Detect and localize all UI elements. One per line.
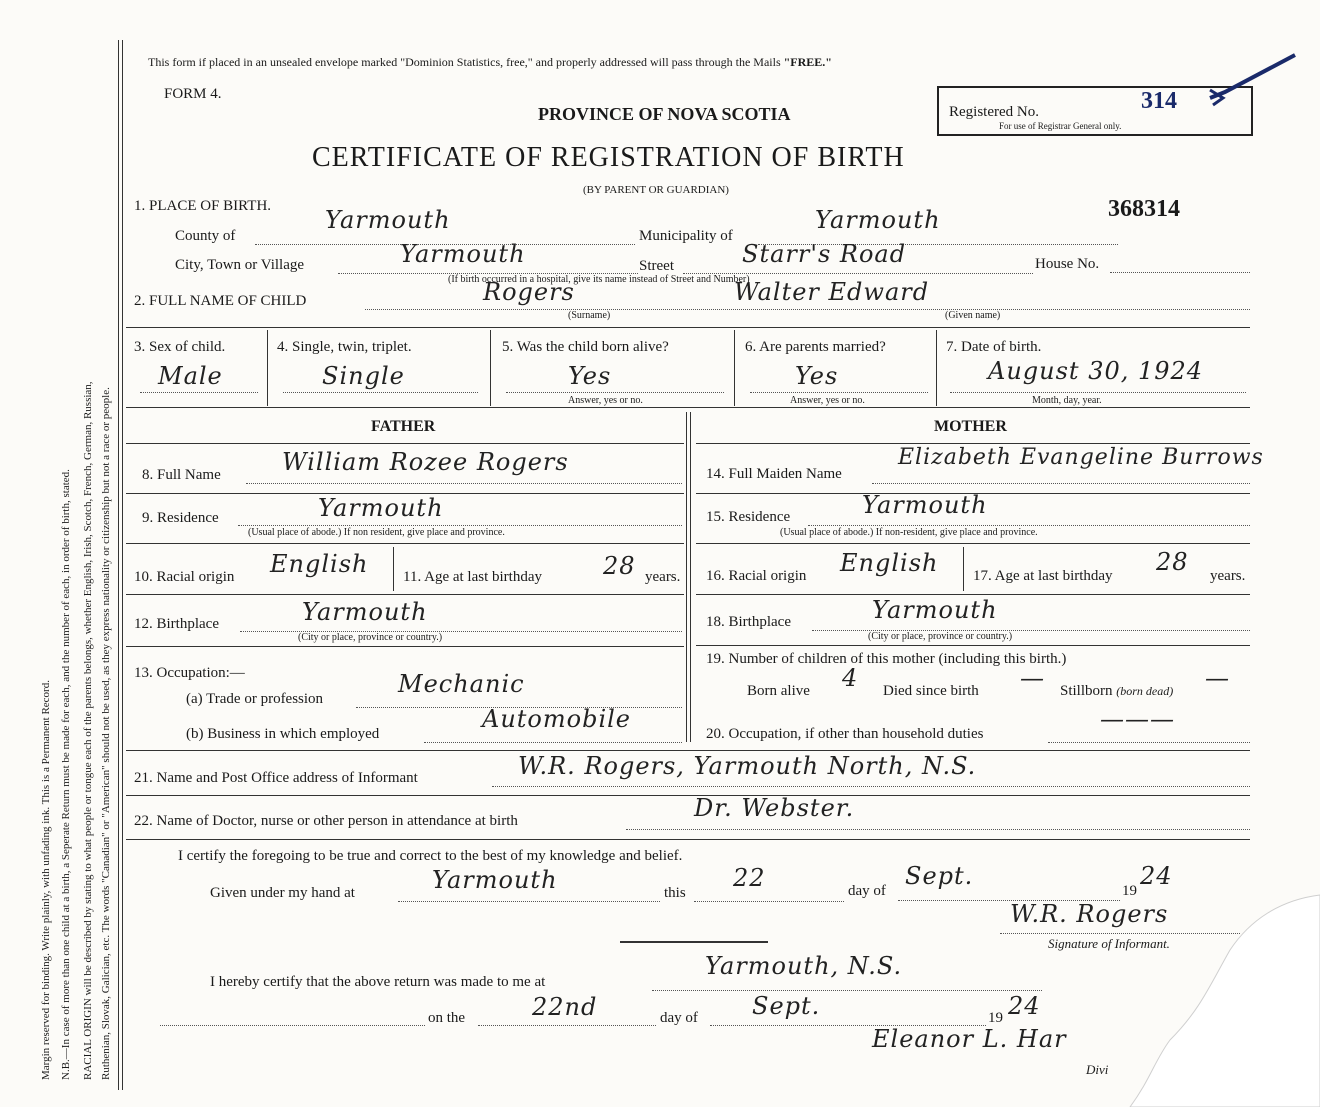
stamp-number: 368314 [1108,196,1180,222]
born-alive-value: Yes [568,362,612,390]
mother-residence-value: Yarmouth [862,491,988,519]
registrar-year-suffix: 24 [1008,992,1041,1020]
registrar-caption: Divi [1086,1062,1109,1077]
father-racial-origin-label: 10. Racial origin [134,569,235,585]
child-surname-value: Rogers [483,278,575,306]
died-since-birth-label: Died since birth [883,683,979,699]
informant-label: 21. Name and Post Office address of Informant [134,770,418,786]
doctor-value: Dr. Webster. [694,794,855,822]
form-number: FORM 4. [164,86,222,102]
mother-name-label: 14. Full Maiden Name [706,466,842,482]
county-label: County of [175,228,236,244]
father-age-value: 28 [603,552,636,580]
father-residence-value: Yarmouth [318,494,444,522]
margin-note-nationality: Ruthenian, Slovak, Galician, etc. The words "Canadian" or "American" should not be used, as they express nationality or citizenship but not a race or people. [100,387,112,1080]
registrar-year-prefix: 19 [988,1010,1003,1026]
mother-age-value: 28 [1156,548,1189,576]
date-of-birth-caption: Month, day, year. [1032,395,1102,406]
father-business-label: (b) Business in which employed [186,726,380,742]
mother-birthplace-caption: (City or place, province or country.) [868,631,1013,642]
mother-age-unit: years. [1210,568,1246,584]
given-at-label: Given under my hand at [210,885,355,901]
divider [620,941,768,943]
mail-notice: This form if placed in an unsealed envelope marked "Dominion Statistics, free," and properly addressed will pass through the Mails "FREE." [148,55,832,69]
registrar-on-label: on the [428,1010,466,1026]
certify-day-value: 22 [733,864,766,892]
margin-note-multiple-births: N.B.—In case of more than one child at a birth, a Seperate Return must be made for each, and the number of each, in order of birth, stated. [60,469,72,1080]
father-trade-label: (a) Trade or profession [186,691,324,707]
informant-value: W.R. Rogers, Yarmouth North, N.S. [518,752,977,780]
mother-occupation-label: 20. Occupation, if other than household duties [706,726,984,742]
place-of-birth-label: 1. PLACE OF BIRTH. [134,198,272,214]
father-name-label: 8. Full Name [142,467,221,483]
plurality-value: Single [322,362,405,390]
father-business-value: Automobile [482,705,632,733]
registrar-note: For use of Registrar General only. [999,121,1122,131]
binding-rule-2 [122,40,123,1090]
father-birthplace-label: 12. Birthplace [134,616,219,632]
father-age-label: 11. Age at last birthday [403,569,542,585]
parents-married-caption: Answer, yes or no. [790,395,865,406]
mother-racial-origin-value: English [840,549,939,577]
mother-name-value: Elizabeth Evangeline Burrows [898,445,1264,470]
child-given-name-value: Walter Edward [734,278,930,306]
stillborn-label: Stillborn (born dead) [1060,683,1174,699]
this-label: this [664,885,686,901]
house-number-label: House No. [1035,256,1100,272]
city-value: Yarmouth [400,240,526,268]
registered-label: Registered No. [949,104,1039,120]
father-occupation-label: 13. Occupation:— [134,665,245,681]
father-name-value: William Rozee Rogers [282,448,569,476]
father-birthplace-caption: (City or place, province or country.) [298,632,443,643]
plurality-label: 4. Single, twin, triplet. [277,339,412,355]
mother-heading: MOTHER [934,418,1007,435]
father-residence-label: 9. Residence [142,510,219,526]
died-since-birth-value: — [1020,664,1045,692]
mother-birthplace-label: 18. Birthplace [706,614,791,630]
registrar-place-value: Yarmouth, N.S. [705,952,903,980]
stillborn-value: — [1205,664,1230,692]
registrar-signature: Eleanor L. Har [872,1025,1067,1053]
parents-married-label: 6. Are parents married? [745,339,886,355]
born-alive-count-value: 4 [842,664,859,692]
certify-statement: I certify the foregoing to be true and correct to the best of my knowledge and belief. [178,848,683,864]
father-age-unit: years. [645,569,681,585]
mother-residence-caption: (Usual place of abode.) If non-resident, give place and province. [780,527,1038,538]
born-alive-count-label: Born alive [747,683,810,699]
certify-day-of-label: day of [848,883,886,899]
signature-caption: Signature of Informant. [1048,936,1170,951]
sex-label: 3. Sex of child. [134,339,226,355]
given-at-place-value: Yarmouth [432,866,558,894]
informant-signature: W.R. Rogers [1010,900,1169,928]
mother-children-label: 19. Number of children of this mother (including this birth.) [706,651,1067,667]
municipality-value: Yarmouth [815,206,941,234]
registrar-statement: I hereby certify that the above return was made to me at [210,974,546,990]
province-heading: PROVINCE OF NOVA SCOTIA [538,104,791,124]
street-value: Starr's Road [742,240,907,268]
father-trade-value: Mechanic [398,670,525,698]
county-value: Yarmouth [325,206,451,234]
registrar-month-value: Sept. [752,992,821,1020]
registrar-day-value: 22nd [532,993,598,1021]
date-of-birth-value: August 30, 1924 [988,357,1204,385]
sex-value: Male [158,362,223,390]
margin-note-binding: Margin reserved for binding. Write plainly, with unfading ink. This is a Permanent Record. [40,680,52,1080]
given-name-caption: (Given name) [945,310,1001,321]
check-mark-icon [1205,50,1305,110]
father-heading: FATHER [371,418,436,435]
parents-married-value: Yes [795,362,839,390]
mother-racial-origin-label: 16. Racial origin [706,568,807,584]
mother-age-label: 17. Age at last birthday [973,568,1113,584]
street-label: Street [639,258,674,274]
registrar-day-of-label: day of [660,1010,698,1026]
mother-residence-label: 15. Residence [706,509,791,525]
certify-year-suffix: 24 [1140,862,1173,890]
city-label: City, Town or Village [175,257,305,273]
page-subtitle: (BY PARENT OR GUARDIAN) [583,184,729,196]
born-alive-caption: Answer, yes or no. [568,395,643,406]
certify-month-value: Sept. [905,862,974,890]
margin-note-racial-origin: RACIAL ORIGIN will be described by stating to what people or tongue each of the parents belongs, whether English, Irish, Scotch, French, German, Russian, [82,381,94,1080]
born-alive-label: 5. Was the child born alive? [502,339,669,355]
mother-birthplace-value: Yarmouth [872,596,998,624]
surname-caption: (Surname) [568,310,611,321]
child-name-label: 2. FULL NAME OF CHILD [134,293,307,309]
torn-corner [1110,890,1320,1107]
certify-year-prefix: 19 [1122,883,1137,899]
father-birthplace-value: Yarmouth [302,598,428,626]
hospital-note: (If birth occurred in a hospital, give its name instead of Street and Number) [448,274,750,285]
father-racial-origin-value: English [270,550,369,578]
doctor-label: 22. Name of Doctor, nurse or other person in attendance at birth [134,813,518,829]
binding-rule [118,40,119,1090]
registered-value: 314 [1141,88,1177,114]
mother-occupation-value: ——— [1100,705,1175,733]
page-title: CERTIFICATE OF REGISTRATION OF BIRTH [312,142,905,173]
father-residence-caption: (Usual place of abode.) If non resident, give place and province. [248,527,505,538]
municipality-label: Municipality of [639,228,733,244]
date-of-birth-label: 7. Date of birth. [946,339,1042,355]
